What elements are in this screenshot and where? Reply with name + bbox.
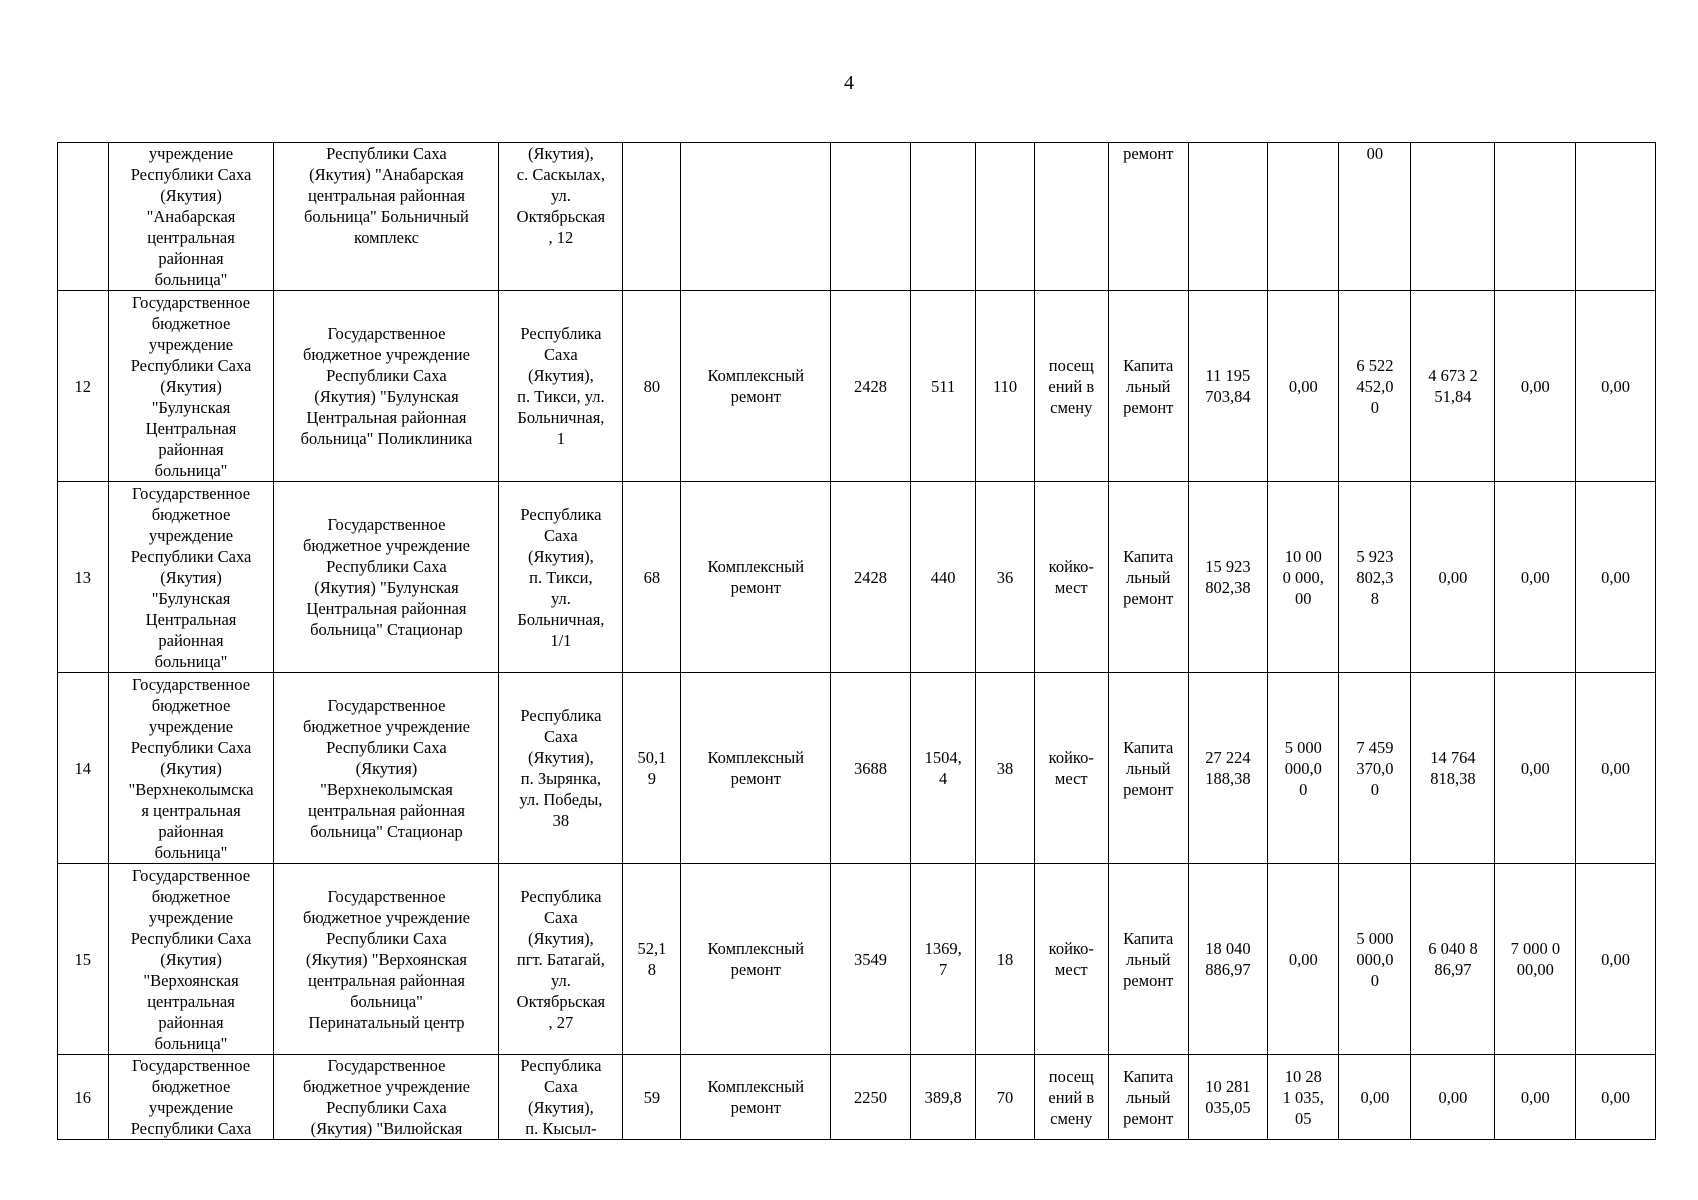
work-type-cell: Капита льный ремонт <box>1108 673 1188 864</box>
table-row <box>58 1055 1656 1140</box>
value-cell: 50,1 9 <box>623 673 681 864</box>
value-cell: 3688 <box>831 673 911 864</box>
amount-cell: 15 923 802,38 <box>1188 482 1268 673</box>
address-cell: (Якутия), с. Саскылах, ул. Октябрьская , 12 <box>499 143 623 291</box>
value-cell: 38 <box>976 673 1034 864</box>
value-cell: 3549 <box>831 864 911 1055</box>
object-cell: Государственное бюджетное учреждение Республики Саха (Якутия) "Булунская Центральная районная больница" Стационар <box>274 482 499 673</box>
amount-cell <box>1268 143 1339 291</box>
row-number-cell: 13 <box>58 482 109 673</box>
value-cell <box>623 143 681 291</box>
amount-cell <box>1576 143 1656 291</box>
work-type-cell: ремонт <box>1108 143 1188 291</box>
amount-cell <box>1188 143 1268 291</box>
object-cell: Республики Саха (Якутия) "Анабарская центральная районная больница" Больничный комплекс <box>274 143 499 291</box>
amount-cell: 0,00 <box>1576 291 1656 482</box>
amount-cell: 10 00 0 000, 00 <box>1268 482 1339 673</box>
amount-cell: 7 459 370,0 0 <box>1339 673 1411 864</box>
amount-cell: 0,00 <box>1411 482 1495 673</box>
unit-cell <box>1034 143 1108 291</box>
amount-cell: 0,00 <box>1268 291 1339 482</box>
amount-cell: 6 522 452,0 0 <box>1339 291 1411 482</box>
amount-cell <box>1411 143 1495 291</box>
address-cell: Республика Саха (Якутия), п. Тикси, ул. Больничная, 1/1 <box>499 482 623 673</box>
amount-cell <box>1495 143 1576 291</box>
repair-type-cell: Комплексный ремонт <box>681 673 831 864</box>
value-cell <box>831 143 911 291</box>
amount-cell: 11 195 703,84 <box>1188 291 1268 482</box>
value-cell: 2250 <box>831 1055 911 1140</box>
address-cell: Республика Саха (Якутия), п. Зырянка, ул. Победы, 38 <box>499 673 623 864</box>
repair-type-cell <box>681 143 831 291</box>
amount-cell: 5 923 802,3 8 <box>1339 482 1411 673</box>
amount-cell: 7 000 0 00,00 <box>1495 864 1576 1055</box>
amount-cell: 0,00 <box>1495 482 1576 673</box>
object-cell: Государственное бюджетное учреждение Республики Саха (Якутия) "Булунская Центральная районная больница" Поликлиника <box>274 291 499 482</box>
amount-cell: 0,00 <box>1495 673 1576 864</box>
object-cell: Государственное бюджетное учреждение Республики Саха (Якутия) "Верхоянская центральная районная больница" Перинатальный центр <box>274 864 499 1055</box>
unit-cell: койко- мест <box>1034 482 1108 673</box>
value-cell: 110 <box>976 291 1034 482</box>
repair-type-cell: Комплексный ремонт <box>681 291 831 482</box>
value-cell: 2428 <box>831 482 911 673</box>
unit-cell: посещ ений в смену <box>1034 291 1108 482</box>
amount-cell: 0,00 <box>1411 1055 1495 1140</box>
page-number: 4 <box>844 72 854 94</box>
object-cell: Государственное бюджетное учреждение Республики Саха (Якутия) "Верхнеколымская центральная районная больница" Стационар <box>274 673 499 864</box>
row-number-cell: 12 <box>58 291 109 482</box>
value-cell: 1504, 4 <box>910 673 976 864</box>
value-cell: 80 <box>623 291 681 482</box>
address-cell: Республика Саха (Якутия), п. Тикси, ул. Больничная, 1 <box>499 291 623 482</box>
value-cell: 511 <box>910 291 976 482</box>
work-type-cell: Капита льный ремонт <box>1108 1055 1188 1140</box>
amount-cell: 0,00 <box>1576 482 1656 673</box>
amount-cell: 0,00 <box>1268 864 1339 1055</box>
address-cell: Республика Саха (Якутия), пгт. Батагай, ул. Октябрьская , 27 <box>499 864 623 1055</box>
row-number-cell: 14 <box>58 673 109 864</box>
value-cell: 68 <box>623 482 681 673</box>
value-cell <box>910 143 976 291</box>
amount-cell: 10 28 1 035, 05 <box>1268 1055 1339 1140</box>
value-cell: 59 <box>623 1055 681 1140</box>
repair-objects-table <box>57 142 1656 1140</box>
table-row <box>58 482 1656 673</box>
amount-cell: 0,00 <box>1576 864 1656 1055</box>
repair-type-cell: Комплексный ремонт <box>681 864 831 1055</box>
institution-cell: Государственное бюджетное учреждение Республики Саха (Якутия) "Булунская Центральная районная больница" <box>108 482 274 673</box>
unit-cell: койко- мест <box>1034 864 1108 1055</box>
table-row <box>58 291 1656 482</box>
amount-cell: 0,00 <box>1495 1055 1576 1140</box>
unit-cell: койко- мест <box>1034 673 1108 864</box>
table-row <box>58 673 1656 864</box>
amount-cell: 5 000 000,0 0 <box>1339 864 1411 1055</box>
institution-cell: Государственное бюджетное учреждение Республики Саха <box>108 1055 274 1140</box>
amount-cell: 27 224 188,38 <box>1188 673 1268 864</box>
amount-cell: 0,00 <box>1339 1055 1411 1140</box>
amount-cell: 10 281 035,05 <box>1188 1055 1268 1140</box>
row-number-cell: 15 <box>58 864 109 1055</box>
work-type-cell: Капита льный ремонт <box>1108 291 1188 482</box>
amount-cell: 18 040 886,97 <box>1188 864 1268 1055</box>
repair-type-cell: Комплексный ремонт <box>681 1055 831 1140</box>
value-cell: 440 <box>910 482 976 673</box>
row-number-cell: 16 <box>58 1055 109 1140</box>
amount-cell: 6 040 8 86,97 <box>1411 864 1495 1055</box>
value-cell: 36 <box>976 482 1034 673</box>
value-cell: 2428 <box>831 291 911 482</box>
address-cell: Республика Саха (Якутия), п. Кысыл- <box>499 1055 623 1140</box>
institution-cell: Государственное бюджетное учреждение Республики Саха (Якутия) "Верхнеколымска я центральная районная больница" <box>108 673 274 864</box>
value-cell: 389,8 <box>910 1055 976 1140</box>
work-type-cell: Капита льный ремонт <box>1108 864 1188 1055</box>
value-cell: 52,1 8 <box>623 864 681 1055</box>
institution-cell: Государственное бюджетное учреждение Республики Саха (Якутия) "Булунская Центральная районная больница" <box>108 291 274 482</box>
table-row <box>58 143 1656 291</box>
row-number-cell <box>58 143 109 291</box>
institution-cell: Государственное бюджетное учреждение Республики Саха (Якутия) "Верхоянская центральная районная больница" <box>108 864 274 1055</box>
table-row <box>58 864 1656 1055</box>
amount-cell: 0,00 <box>1495 291 1576 482</box>
amount-cell: 00 <box>1339 143 1411 291</box>
amount-cell: 0,00 <box>1576 673 1656 864</box>
amount-cell: 4 673 2 51,84 <box>1411 291 1495 482</box>
amount-cell: 0,00 <box>1576 1055 1656 1140</box>
work-type-cell: Капита льный ремонт <box>1108 482 1188 673</box>
value-cell: 1369, 7 <box>910 864 976 1055</box>
value-cell <box>976 143 1034 291</box>
object-cell: Государственное бюджетное учреждение Республики Саха (Якутия) "Вилюйская <box>274 1055 499 1140</box>
value-cell: 70 <box>976 1055 1034 1140</box>
amount-cell: 14 764 818,38 <box>1411 673 1495 864</box>
unit-cell: посещ ений в смену <box>1034 1055 1108 1140</box>
amount-cell: 5 000 000,0 0 <box>1268 673 1339 864</box>
value-cell: 18 <box>976 864 1034 1055</box>
repair-type-cell: Комплексный ремонт <box>681 482 831 673</box>
institution-cell: учреждение Республики Саха (Якутия) "Анабарская центральная районная больница" <box>108 143 274 291</box>
